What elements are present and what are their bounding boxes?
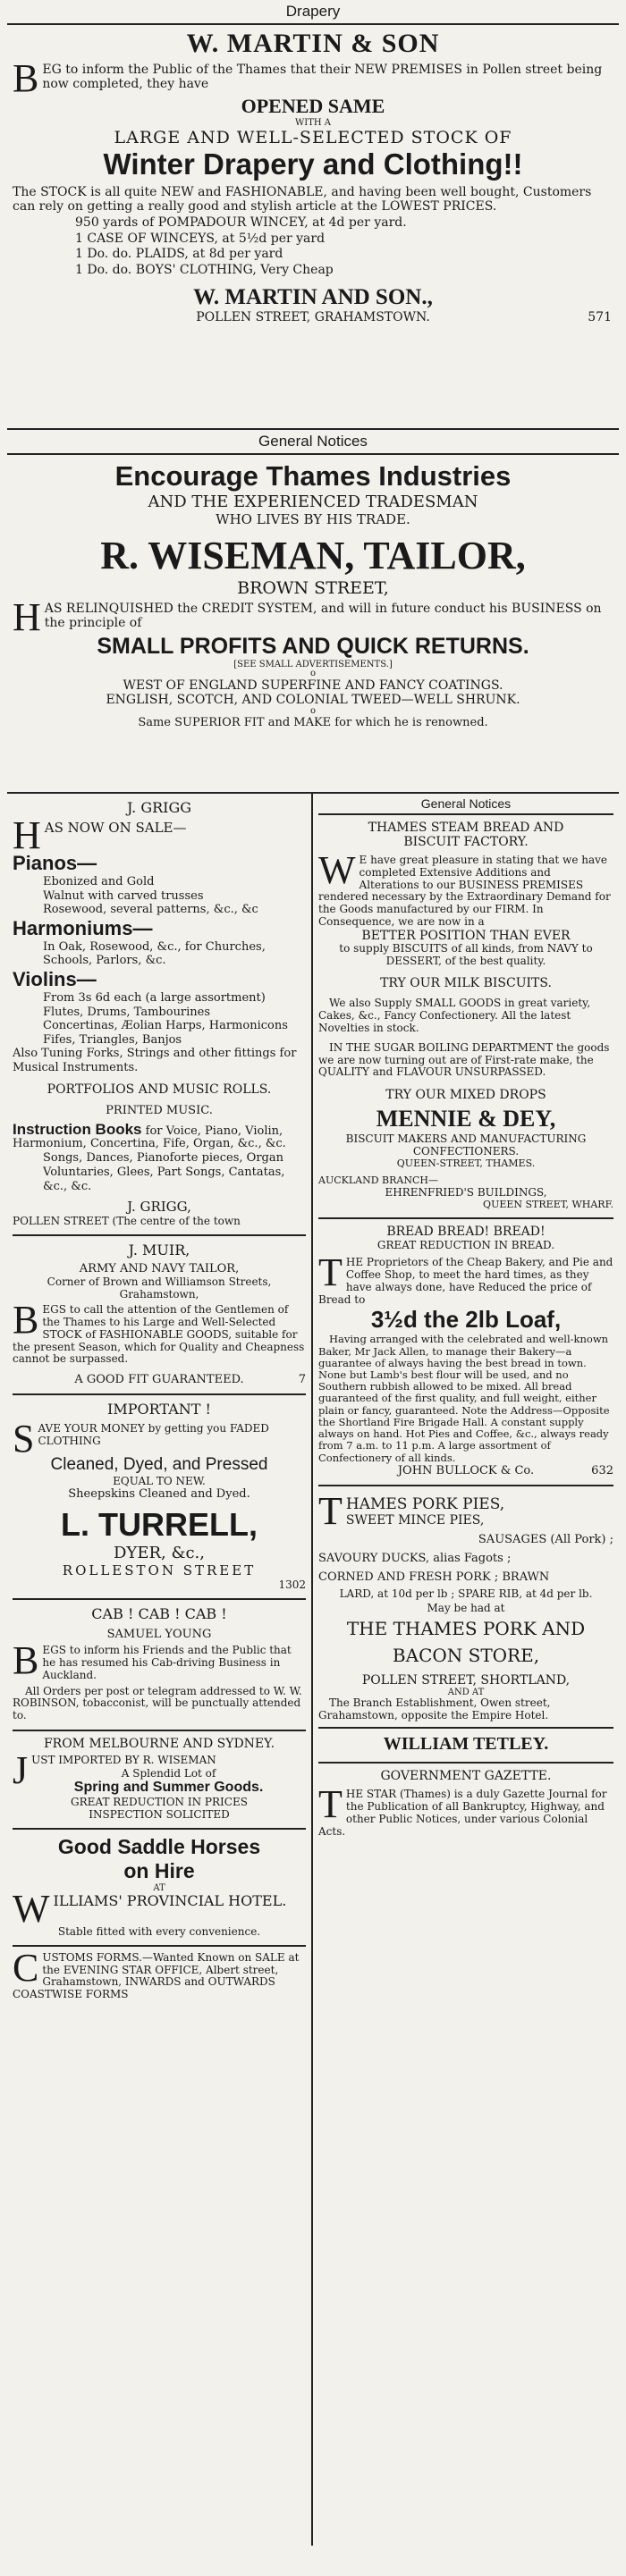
grigg-pianos: Pianos— [13, 852, 97, 874]
wiseman-name: R. WISEMAN, TAILOR, [100, 534, 526, 577]
grigg-advert [13, 794, 306, 1236]
wiseman-see: [SEE SMALL ADVERTISEMENTS.] [233, 660, 393, 669]
martin-lines: 950 yards of POMPADOUR WINCEY, at 4d per yard. 1 CASE OF WINCEYS, at 5½d per yard 1 Do. do. PLAIDS, at 8d per yard 1 Do. do. BOYS' CLOTHING, Very Cheap [75, 215, 407, 277]
muir-advert [13, 1236, 306, 1395]
wiseman-advert [7, 455, 619, 792]
bread-body: THE Proprietors of the Cheap Bakery, and Pie and Coffee Shop, to meet the hard times, as they have always done, have Reduced the price of Bread to [318, 1250, 613, 1306]
horses-title1: Good Saddle Horses [57, 1834, 261, 1858]
cab-advert [13, 1600, 306, 1731]
grigg-sign: J. GRIGG, [127, 1199, 191, 1216]
grigg-piano-list: Ebonized and Gold Walnut with carved trusses Rosewood, several patterns, &c., &c [43, 875, 258, 917]
cab-orders: All Orders per post or telegram addressed to W. W. ROBINSON, tobacconist, will be punctually attended to. [13, 1684, 302, 1722]
wiseman-sub1: AND THE EXPERIENCED TRADESMAN [148, 492, 478, 511]
grigg-harmonium-list: In Oak, Rosewood, &c., for Churches, Schools, Parlors, &c. [43, 939, 266, 968]
melbourne-reduction: GREAT REDUCTION IN PRICES [71, 1795, 248, 1808]
customs-body: CUSTOMS FORMS.—Wanted Known on SALE at the EVENING STAR OFFICE, Albert street, Grahamstown, INWARDS and OUTWARDS COASTWISE FORMS [13, 1945, 300, 2001]
grigg-songs: Songs, Dances, Pianoforte pieces, Organ Voluntaries, Glees, Part Songs, Cantatas, &c., &c. [43, 1151, 285, 1193]
pork-advert [318, 1486, 613, 1764]
horses-stable: Stable fitted with every convenience. [57, 1924, 261, 1938]
pork-lard: LARD, at 10d per lb ; SPARE RIB, at 4d per lb. [339, 1587, 593, 1600]
martin-address: POLLEN STREET, GRAHAMSTOWN. 571 [196, 310, 612, 325]
grigg-portfolios: PORTFOLIOS AND MUSIC ROLLS. [47, 1082, 272, 1097]
mennie-header: General Notices [318, 794, 613, 815]
turrell-name: L. TURRELL, [61, 1506, 258, 1544]
muir-corner: Corner of Brown and Williamson Streets, Grahamstown, [47, 1275, 272, 1301]
pork-may: May be had at [427, 1601, 505, 1614]
pork-corned: CORNED AND FRESH PORK ; BRAWN [318, 1570, 550, 1584]
martin-winter: Winter Drapery and Clothing!! [103, 147, 523, 181]
customs-advert [13, 1947, 306, 2008]
martin-advert [7, 25, 619, 428]
melbourne-advert [13, 1731, 306, 1830]
mennie-advert [318, 794, 613, 1219]
melbourne-splendid: A Splendid Lot of [121, 1766, 216, 1780]
muir-name: J. MUIR, [128, 1242, 190, 1259]
pork-store1: THE THAMES PORK AND [346, 1617, 586, 1639]
turrell-street: ROLLESTON STREET [62, 1562, 257, 1579]
muir-body: BEGS to call the attention of the Gentlemen of the Thames to his Large and Well-Selected STOCK of FASHIONABLE GOODS, suitable for the present Season, which for Quality and Cheapness cannot be surpassed. [13, 1298, 305, 1366]
mennie-supply: to supply BISCUITS of all kinds, from NAVY to DESSERT, of the best quality. [339, 941, 593, 967]
pork-sausages: SAUSAGES (All Pork) ; [478, 1532, 613, 1546]
wiseman-english: ENGLISH, SCOTCH, AND COLONIAL TWEED—WELL SHRUNK. [106, 693, 520, 707]
melbourne-inspection: INSPECTION SOLICITED [89, 1807, 230, 1821]
turrell-sheepskins: Sheepskins Cleaned and Dyed. [68, 1487, 250, 1502]
gazette-title: GOVERNMENT GAZETTE. [380, 1769, 552, 1784]
grigg-fittings: Also Tuning Forks, Strings and other fittings for Musical Instruments. [13, 1047, 297, 1074]
melbourne-ust: JUST IMPORTED BY R. WISEMAN [13, 1747, 216, 1792]
mennie-makers: BISCUIT MAKERS AND MANUFACTURING CONFECTIONERS. [345, 1132, 587, 1158]
turrell-advert [13, 1395, 306, 1600]
wiseman-sub2: WHO LIVES BY HIS TRADE. [216, 511, 410, 527]
two-column-section [7, 792, 619, 2546]
pork-savoury: SAVOURY DUCKS, alias Fagots ; [318, 1551, 512, 1565]
wiseman-motto: SMALL PROFITS AND QUICK RETURNS. [97, 634, 529, 659]
cab-name: SAMUEL YOUNG [106, 1628, 212, 1642]
grigg-harmoniums: Harmoniums— [13, 916, 153, 939]
grigg-printed: PRINTED MUSIC. [106, 1103, 213, 1117]
bread-sign: JOHN BULLOCK & Co. 632 [397, 1463, 613, 1477]
turrell-num: 1302 [278, 1578, 306, 1592]
martin-intro: BEG to inform the Public of the Thames that their NEW PREMISES in Pollen street being now completed, they have [13, 56, 603, 100]
muir-title: ARMY AND NAVY TAILOR, [79, 1262, 240, 1276]
martin-title: W. MARTIN & SON [186, 29, 440, 58]
mennie-branch: AUCKLAND BRANCH— [318, 1174, 438, 1187]
pork-title: THAMES PORK PIES, [318, 1488, 505, 1533]
mennie-ehren: EHRENFRIED'S BUILDINGS, [385, 1186, 547, 1200]
grigg-violin-list: From 3s 6d each (a large assortment) Flutes, Drums, Tambourines Concertinas, Æolian Harps, Harmonicons Fifes, Triangles, Banjos [43, 990, 288, 1047]
bread-loaf: 3½d the 2lb Loaf, [370, 1306, 562, 1334]
wiseman-west: WEST OF ENGLAND SUPERFINE AND FANCY COATINGS. [123, 678, 503, 693]
horses-advert [13, 1830, 306, 1947]
grigg-has: HAS NOW ON SALE— [13, 813, 187, 857]
wiseman-sep1: o [309, 669, 317, 678]
bread-reduction: GREAT REDUCTION IN BREAD. [376, 1239, 555, 1252]
wiseman-street: BROWN STREET, [237, 578, 389, 598]
pork-pollen: POLLEN STREET, SHORTLAND, [361, 1672, 571, 1688]
left-column [7, 794, 313, 2546]
pork-mince: SWEET MINCE PIES, [345, 1512, 485, 1528]
pork-and-at: AND AT [447, 1687, 485, 1697]
cab-body: BEGS to inform his Friends and the Public that he has resumed his Cab-driving Business in Auckland. [13, 1638, 292, 1683]
turrell-cleaned: Cleaned, Dyed, and Pressed [50, 1455, 268, 1475]
right-column [313, 794, 619, 2546]
horses-at: AT [153, 1882, 165, 1893]
mennie-small: We also Supply SMALL GOODS in great variety, Cakes, &c., Fancy Confectionery. All the latest Novelties in stock. [318, 997, 591, 1034]
pork-store2: BACON STORE, [392, 1644, 540, 1666]
horses-title2: on Hire [123, 1858, 195, 1882]
mennie-body: W E have great pleasure in stating that we have completed Extensive Additions and Alterations to our BUSINESS PREMISES rendered necessary by the Extraordinary Demand for the Goods manufactured by our FIRM. In Consequence, we are now in a [318, 848, 611, 928]
melbourne-title: FROM MELBOURNE AND SYDNEY. [43, 1736, 275, 1751]
pork-branch: The Branch Establishment, Owen street, Grahamstown, opposite the Empire Hotel. [318, 1696, 551, 1722]
mennie-better: BETTER POSITION THAN EVER [361, 928, 571, 943]
gazette-advert [318, 1764, 613, 1845]
wiseman-headline: Encourage Thames Industries [114, 460, 512, 492]
grigg-instruction: Instruction Books for Voice, Piano, Violin, Harmonium, Concertina, Fife, Organ, &c., &c. [13, 1120, 286, 1151]
gazette-body: THE STAR (Thames) is a duly Gazette Journal for the Publication of all Bankruptcy, Highway, and other Public Notices, under various Colonial Acts. [318, 1782, 607, 1838]
melbourne-goods: Spring and Summer Goods. [73, 1779, 264, 1795]
turrell-save: SAVE YOUR MONEY by getting you FADED CLOTHING [13, 1417, 269, 1461]
mennie-drops: TRY OUR MIXED DROPS [385, 1088, 546, 1103]
general-notices-header: General Notices [258, 433, 368, 450]
turrell-important: IMPORTANT ! [107, 1401, 211, 1418]
turrell-dyer: DYER, &c., [114, 1544, 205, 1563]
mennie-title2: BISCUIT FACTORY. [403, 835, 529, 849]
martin-sign: W. MARTIN AND SON., [193, 285, 433, 310]
martin-large: LARGE AND WELL-SELECTED STOCK OF [114, 128, 512, 147]
martin-opened: OPENED SAME [241, 95, 385, 117]
drapery-header: Drapery [285, 3, 341, 20]
grigg-violins: Violins— [13, 967, 97, 990]
grigg-address: POLLEN STREET (The centre of the town [13, 1215, 241, 1228]
grigg-name: J. GRIGG [126, 799, 192, 816]
bread-title: BREAD BREAD! BREAD! [386, 1225, 546, 1240]
martin-with: WITH A [294, 118, 332, 128]
mennie-wharf: QUEEN STREET, WHARF. [483, 1199, 613, 1211]
wiseman-same: Same SUPERIOR FIT and MAKE for which he is renowned. [138, 716, 488, 729]
mennie-name: MENNIE & DEY, [376, 1106, 556, 1132]
turrell-equal: EQUAL TO NEW. [113, 1475, 206, 1488]
mennie-sugar: IN THE SUGAR BOILING DEPARTMENT the goods we are now turning out are of First-rate make, the QUALITY and FLAVOUR UNSURPASSED. [318, 1040, 610, 1079]
horses-hotel: WILLIAMS' PROVINCIAL HOTEL. [13, 1886, 287, 1931]
wiseman-sep2: o [309, 706, 317, 716]
bread-advert [318, 1219, 613, 1486]
mennie-queen: QUEEN-STREET, THAMES. [396, 1158, 536, 1170]
pork-name: WILLIAM TETLEY. [318, 1727, 613, 1755]
mennie-title1: THAMES STEAM BREAD AND [368, 821, 564, 835]
cab-title: CAB ! CAB ! CAB ! [91, 1605, 227, 1623]
bread-having: Having arranged with the celebrated and well-known Baker, Mr Jack Allen, to manage their Bakery—a guarantee of always having the best bread in town. None but Lamb's best flour will be used, and no Southern rubbish allowed to be mixed. All bread guaranteed of the first quality, and full weight, either plain or fancy, guaranteed. Note the Address—Opposite the Shortland Fire Brigade Hall. A constant supply always on hand. Hot Pies and Coffee, &c., always ready from 7 a.m. to 11 p.m. A large assortment of Confectionery of all kinds. [318, 1333, 610, 1464]
mennie-try: TRY OUR MILK BISCUITS. [380, 976, 552, 991]
martin-stock: The STOCK is all quite NEW and FASHIONABLE, and having been well bought, Customers can rely on getting a really good and stylish article at the LOWEST PRICES. [13, 185, 592, 215]
wiseman-body: HAS RELINQUISHED the CREDIT SYSTEM, and will in future conduct his BUSINESS on the principle of [13, 595, 602, 639]
muir-fit: A GOOD FIT GUARANTEED. 7 [74, 1373, 306, 1387]
